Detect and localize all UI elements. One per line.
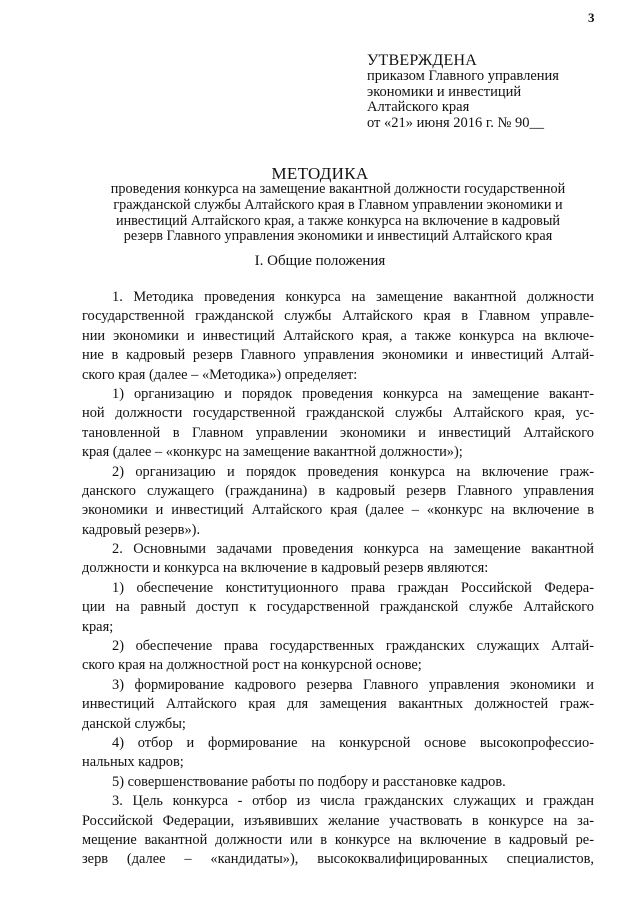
body-line: ной должности государственной гражданской службы Алтайского края, ус- <box>82 405 594 422</box>
body-line: ского края (далее – «Методика») определяет: <box>82 366 358 383</box>
approval-line: экономики и инвестиций <box>367 83 522 100</box>
approval-block <box>367 52 627 131</box>
body-line: данской службы; <box>82 715 186 732</box>
body-line: экономики и инвестиций Алтайского края (далее – «конкурс на включение в <box>82 502 594 519</box>
body-line: 1) организацию и порядок проведения конкурса на замещение вакант- <box>112 385 594 402</box>
body-line: ции на равный доступ к государственной гражданской службе Алтайского <box>82 599 594 616</box>
section-heading: I. Общие положения <box>254 253 386 269</box>
body-line: данского служащего (гражданина) в кадровый резерв Главного управления <box>82 482 594 499</box>
body-line: кадровый резерв»). <box>82 521 201 538</box>
body-line: 1) обеспечение конституционного права граждан Российской Федера- <box>112 579 594 596</box>
body-line: 1. Методика проведения конкурса на замещение вакантной должности <box>112 289 594 305</box>
body-line: ние в кадровый резерв Главного управления экономики и инвестиций Алтай- <box>82 347 594 364</box>
document-subtitle <box>78 182 598 245</box>
approval-line: от «21» июня 2016 г. № 90__ <box>367 114 544 131</box>
body-line: государственной гражданской службы Алтайского края в Главном управле- <box>82 308 594 325</box>
subtitle-line: инвестиций Алтайского края, а также конкурса на включение в кадровый <box>115 212 561 229</box>
body-line: 3) формирование кадрового резерва Главного управления экономики и <box>112 676 594 693</box>
body-line: зерв (далее – «кандидаты»), высококвалифицированных специалистов, <box>82 851 594 868</box>
body-line: 2) обеспечение права государственных гражданских служащих Алтай- <box>112 638 594 655</box>
body-line: 4) отбор и формирование на конкурсной основе высокопрофессио- <box>112 734 594 751</box>
body-line: 5) совершенствование работы по подбору и расстановке кадров. <box>112 773 506 790</box>
body-line: края (далее – «конкурс на замещение вакантной должности»); <box>82 444 463 461</box>
page-number: 3 <box>588 10 595 25</box>
approval-heading: УТВЕРЖДЕНА <box>367 52 478 69</box>
body-line: инвестиций Алтайского края для замещения вакантных должностей граж- <box>82 696 594 713</box>
body-line: мещение вакантной должности или в конкурсе на включение в кадровый ре- <box>82 831 594 848</box>
subtitle-line: резерв Главного управления экономики и инвестиций Алтайского края <box>123 228 553 245</box>
body-line: нии экономики и инвестиций Алтайского края, а также конкурса на включе- <box>82 327 594 344</box>
body-line: 2. Основными задачами проведения конкурса на замещение вакантной <box>112 541 594 558</box>
subtitle-line: гражданской службы Алтайского края в Главном управлении экономики и <box>113 196 563 213</box>
approval-line: приказом Главного управления <box>367 68 559 84</box>
body-line: нальных кадров; <box>82 754 184 771</box>
body-line: должности и конкурса на включение в кадровый резерв являются: <box>82 560 489 577</box>
body-line: края; <box>82 618 114 635</box>
body-line: 3. Цель конкурса - отбор из числа гражданских служащих и граждан <box>112 793 594 810</box>
subtitle-line: проведения конкурса на замещение вакантной должности государственной <box>110 181 566 197</box>
approval-line: Алтайского края <box>367 99 470 115</box>
body-line: Российской Федерации, изъявивших желание участвовать в конкурсе на за- <box>82 812 594 829</box>
body-text <box>82 288 594 870</box>
body-line: ского края на должностной рост на конкурсной основе; <box>82 657 422 674</box>
document-title: МЕТОДИКА <box>271 164 369 183</box>
body-line: тановленной в Главном управлении экономики и инвестиций Алтайского <box>82 424 594 441</box>
body-line: 2) организацию и порядок проведения конкурса на включение граж- <box>112 463 594 480</box>
